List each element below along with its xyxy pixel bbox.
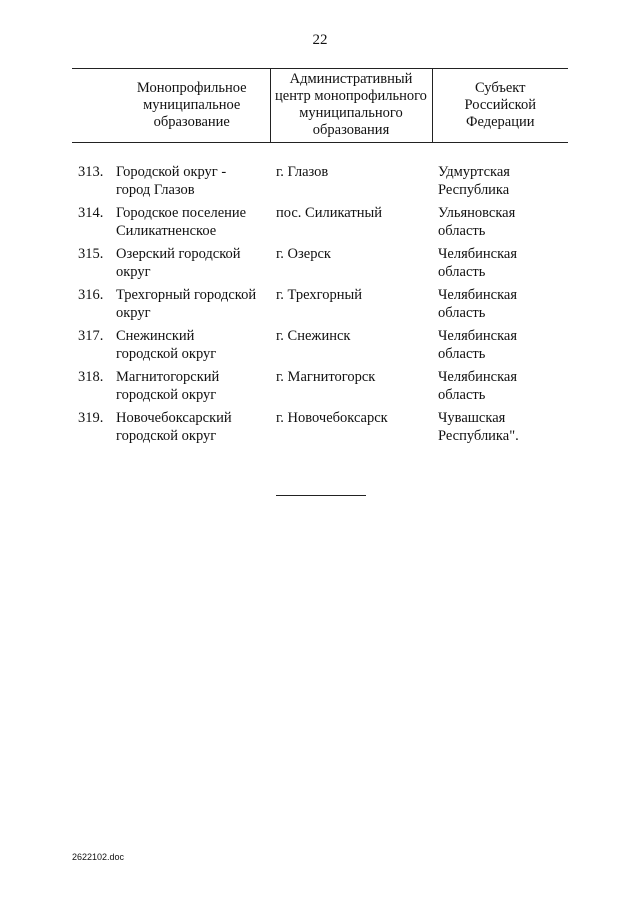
row-subject-line: Челябинская <box>438 287 518 303</box>
table-row <box>72 245 568 286</box>
row-subject <box>432 245 568 286</box>
row-number: 317. <box>78 328 104 344</box>
row-admin-center: г. Снежинск <box>276 328 351 344</box>
end-separator-line <box>276 495 366 496</box>
spacer-row <box>72 143 568 164</box>
header-subject-line: Федерации <box>466 113 535 130</box>
row-municipality-line: округ <box>116 264 151 280</box>
row-admin-center: г. Глазов <box>276 164 329 180</box>
row-municipality-line: Озерский городской <box>116 246 241 262</box>
header-admin-center-line: Административный <box>289 71 413 87</box>
row-number: 315. <box>78 246 104 262</box>
row-number: 318. <box>78 369 104 385</box>
row-admin-center: г. Новочебоксарск <box>276 410 388 426</box>
row-number: 313. <box>78 164 104 180</box>
row-municipality-line: городской округ <box>116 346 217 362</box>
row-number: 319. <box>78 410 104 426</box>
row-subject <box>432 163 568 204</box>
row-subject-line: Республика". <box>438 428 519 444</box>
row-municipality-line: город Глазов <box>116 182 195 198</box>
row-subject <box>432 327 568 368</box>
row-subject-line: область <box>438 305 486 321</box>
row-municipality-line: городской округ <box>116 387 217 403</box>
header-subject-line: Субъект <box>474 79 526 96</box>
row-municipality-line: Магнитогорский <box>116 369 220 385</box>
row-admin-center: г. Озерск <box>276 246 331 262</box>
row-subject-line: Челябинская <box>438 369 518 385</box>
table-header-row <box>72 69 568 143</box>
row-municipality <box>114 286 270 327</box>
table-row <box>72 163 568 204</box>
row-municipality <box>114 327 270 368</box>
row-municipality <box>114 204 270 245</box>
row-subject-line: область <box>438 346 486 362</box>
row-municipality-line: Городское поселение <box>116 205 247 221</box>
row-subject-line: Челябинская <box>438 246 518 262</box>
row-municipality-line: округ <box>116 305 151 321</box>
row-subject <box>432 204 568 245</box>
row-subject-line: Чувашская <box>438 410 506 426</box>
municipalities-table-container <box>72 68 568 450</box>
header-admin-center-line: центр монопрофильного <box>275 88 427 104</box>
header-municipality-line: образование <box>153 113 230 130</box>
row-municipality <box>114 409 270 450</box>
row-municipality-line: Снежинский <box>116 328 195 344</box>
header-subject-line: Российской <box>464 96 536 113</box>
row-subject-line: область <box>438 387 486 403</box>
row-municipality <box>114 163 270 204</box>
table-row <box>72 368 568 409</box>
footer-filename: 2622102.doc <box>72 852 125 862</box>
municipalities-table <box>72 68 568 450</box>
row-number: 314. <box>78 205 104 221</box>
page-number: 22 <box>312 32 328 48</box>
row-subject <box>432 286 568 327</box>
row-subject-line: Челябинская <box>438 328 518 344</box>
table-row <box>72 327 568 368</box>
table-row <box>72 286 568 327</box>
header-municipality <box>114 69 270 143</box>
row-number: 316. <box>78 287 104 303</box>
row-municipality-line: Трехгорный городской <box>116 287 257 303</box>
header-admin-center-line: муниципального <box>299 105 403 121</box>
header-municipality-line: муниципальное <box>143 96 241 113</box>
row-municipality-line: Городской округ - <box>116 164 227 180</box>
row-subject-line: область <box>438 223 486 239</box>
row-admin-center: г. Трехгорный <box>276 287 362 303</box>
row-admin-center: г. Магнитогорск <box>276 369 376 385</box>
header-subject <box>432 69 568 143</box>
row-municipality-line: Новочебоксарский <box>116 410 232 426</box>
table-row <box>72 409 568 450</box>
row-subject-line: Республика <box>438 182 510 198</box>
row-municipality-line: Силикатненское <box>116 223 217 239</box>
header-admin-center-line: образования <box>312 122 390 138</box>
row-municipality <box>114 245 270 286</box>
row-municipality-line: городской округ <box>116 428 217 444</box>
row-subject <box>432 409 568 450</box>
row-subject-line: Ульяновская <box>438 205 516 221</box>
header-admin-center <box>270 69 432 143</box>
row-subject <box>432 368 568 409</box>
header-number <box>72 69 114 143</box>
header-municipality-line: Монопрофильное <box>136 79 247 96</box>
row-admin-center: пос. Силикатный <box>276 205 382 221</box>
row-municipality <box>114 368 270 409</box>
row-subject-line: Удмуртская <box>438 164 510 180</box>
row-subject-line: область <box>438 264 486 280</box>
table-row <box>72 204 568 245</box>
